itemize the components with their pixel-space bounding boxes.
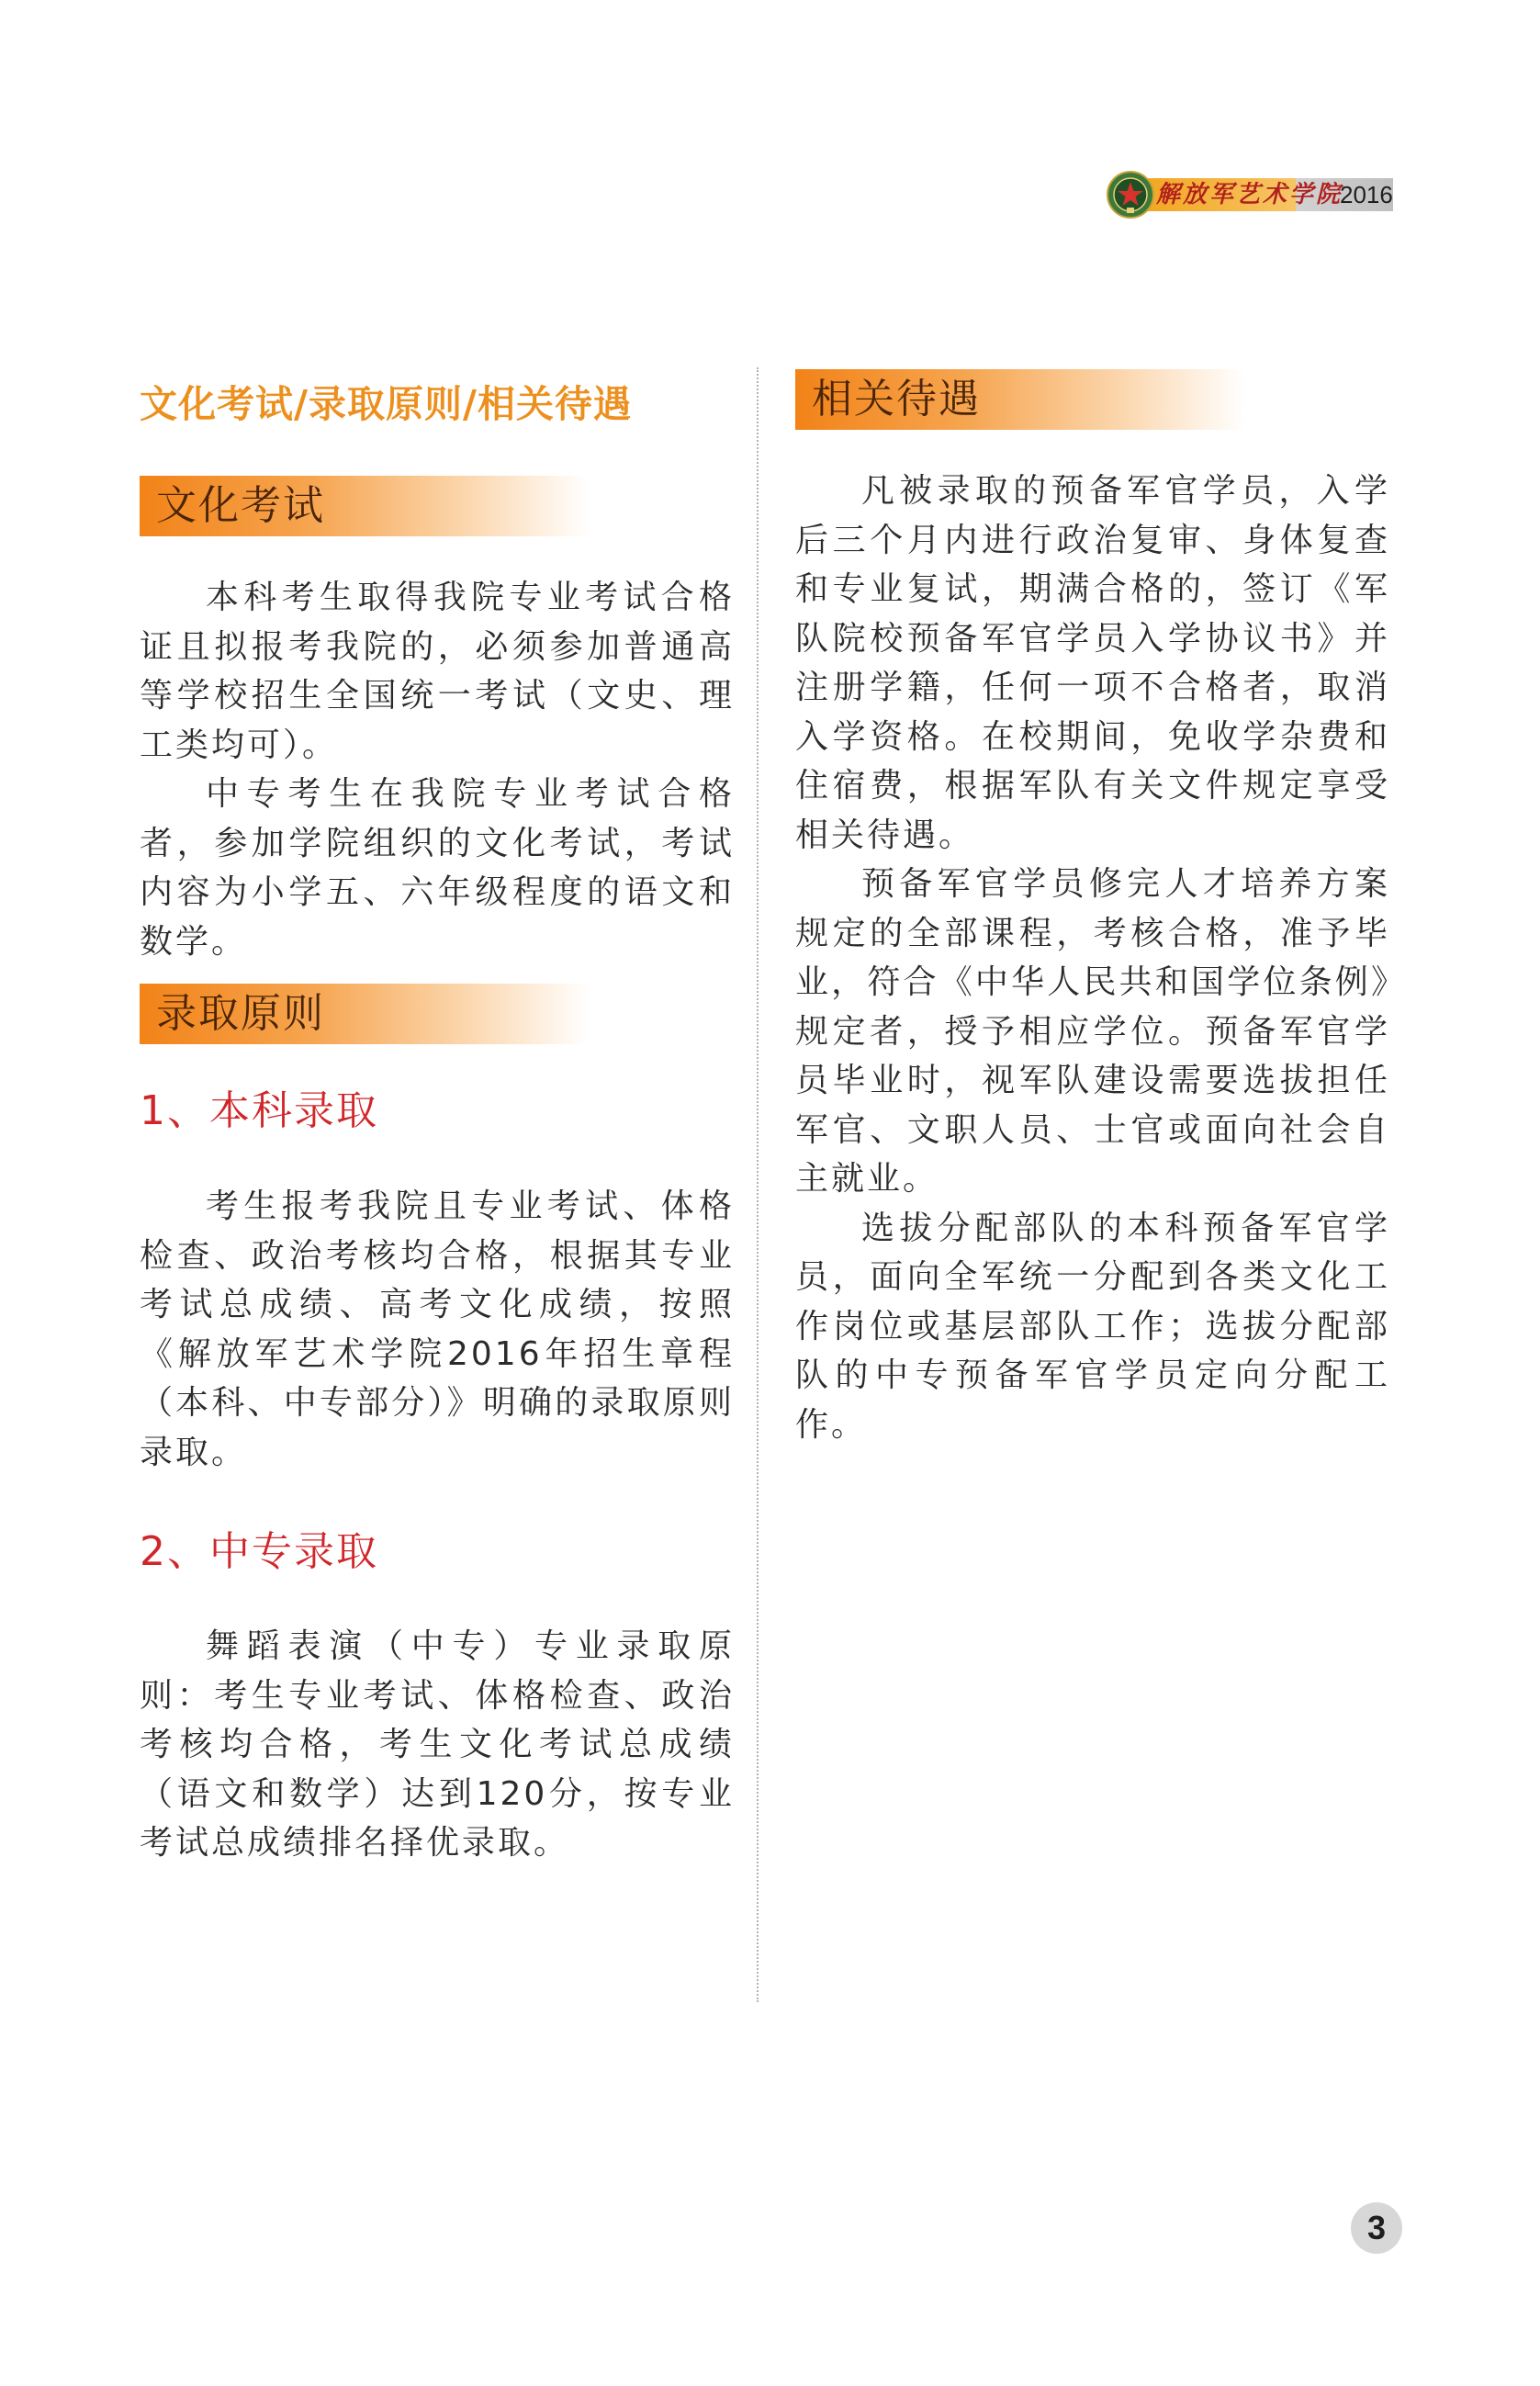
page-number: 3: [1351, 2202, 1402, 2254]
section-heading: 文化考试: [156, 482, 325, 529]
section-heading: 相关待遇: [812, 376, 981, 422]
benefits-text: [795, 467, 1390, 1449]
paragraph: 本科考生取得我院专业考试合格证且拟报考我院的，必须参加普通高等学校招生全国统一考试（文史、理工类均可）。: [140, 579, 735, 764]
brand-year: 2016: [1340, 181, 1393, 208]
section-banner-culture-exam: [140, 476, 590, 536]
undergrad-admission-title: 1、本科录取: [140, 1087, 378, 1134]
paragraph: 凡被录取的预备军官学员，入学后三个月内进行政治复审、身体复查和专业复试，期满合格的，签订《军队院校预备军官学员入学协议书》并注册学籍，任何一项不合格者，取消入学资格。在校期间，免收学杂费和住宿费，根据军队有关文件规定享受相关待遇。: [795, 472, 1390, 854]
page-title: 文化考试/录取原则/相关待遇: [140, 382, 632, 426]
brand-institution-name: 解放军艺术学院: [1156, 181, 1343, 208]
undergrad-admission-text: [140, 1182, 735, 1477]
secondary-admission-title: 2、中专录取: [140, 1528, 378, 1575]
paragraph: 考生报考我院且专业考试、体格检查、政治考核均合格，根据其专业考试总成绩、高考文化成绩，按照《解放军艺术学院2016年招生章程（本科、中专部分）》明确的录取原则录取。: [140, 1187, 735, 1471]
paragraph: 中专考生在我院专业考试合格者，参加学院组织的文化考试，考试内容为小学五、六年级程度的语文和数学。: [140, 775, 735, 961]
secondary-admission-text: [140, 1622, 735, 1868]
paragraph: 舞蹈表演（中专）专业录取原则：考生专业考试、体格检查、政治考核均合格，考生文化考试总成绩（语文和数学）达到120分，按专业考试总成绩排名择优录取。: [140, 1627, 735, 1862]
column-divider: [757, 367, 759, 2002]
section-banner-admission: [140, 984, 590, 1044]
section-banner-benefits: [795, 369, 1245, 430]
header-brand: [1107, 171, 1396, 219]
paragraph: 选拔分配部队的本科预备军官学员，面向全军统一分配到各类文化工作岗位或基层部队工作；选拔分配部队的中专预备军官学员定向分配工作。: [795, 1209, 1390, 1444]
paragraph: 预备军官学员修完人才培养方案规定的全部课程，考核合格，准予毕业，符合《中华人民共和国学位条例》规定者，授予相应学位。预备军官学员毕业时，视军队建设需要选拔担任军官、文职人员、士官或面向社会自主就业。: [795, 865, 1390, 1198]
academy-emblem-icon: [1107, 171, 1154, 219]
section-heading: 录取原则: [156, 990, 325, 1037]
culture-exam-text: [140, 573, 735, 966]
